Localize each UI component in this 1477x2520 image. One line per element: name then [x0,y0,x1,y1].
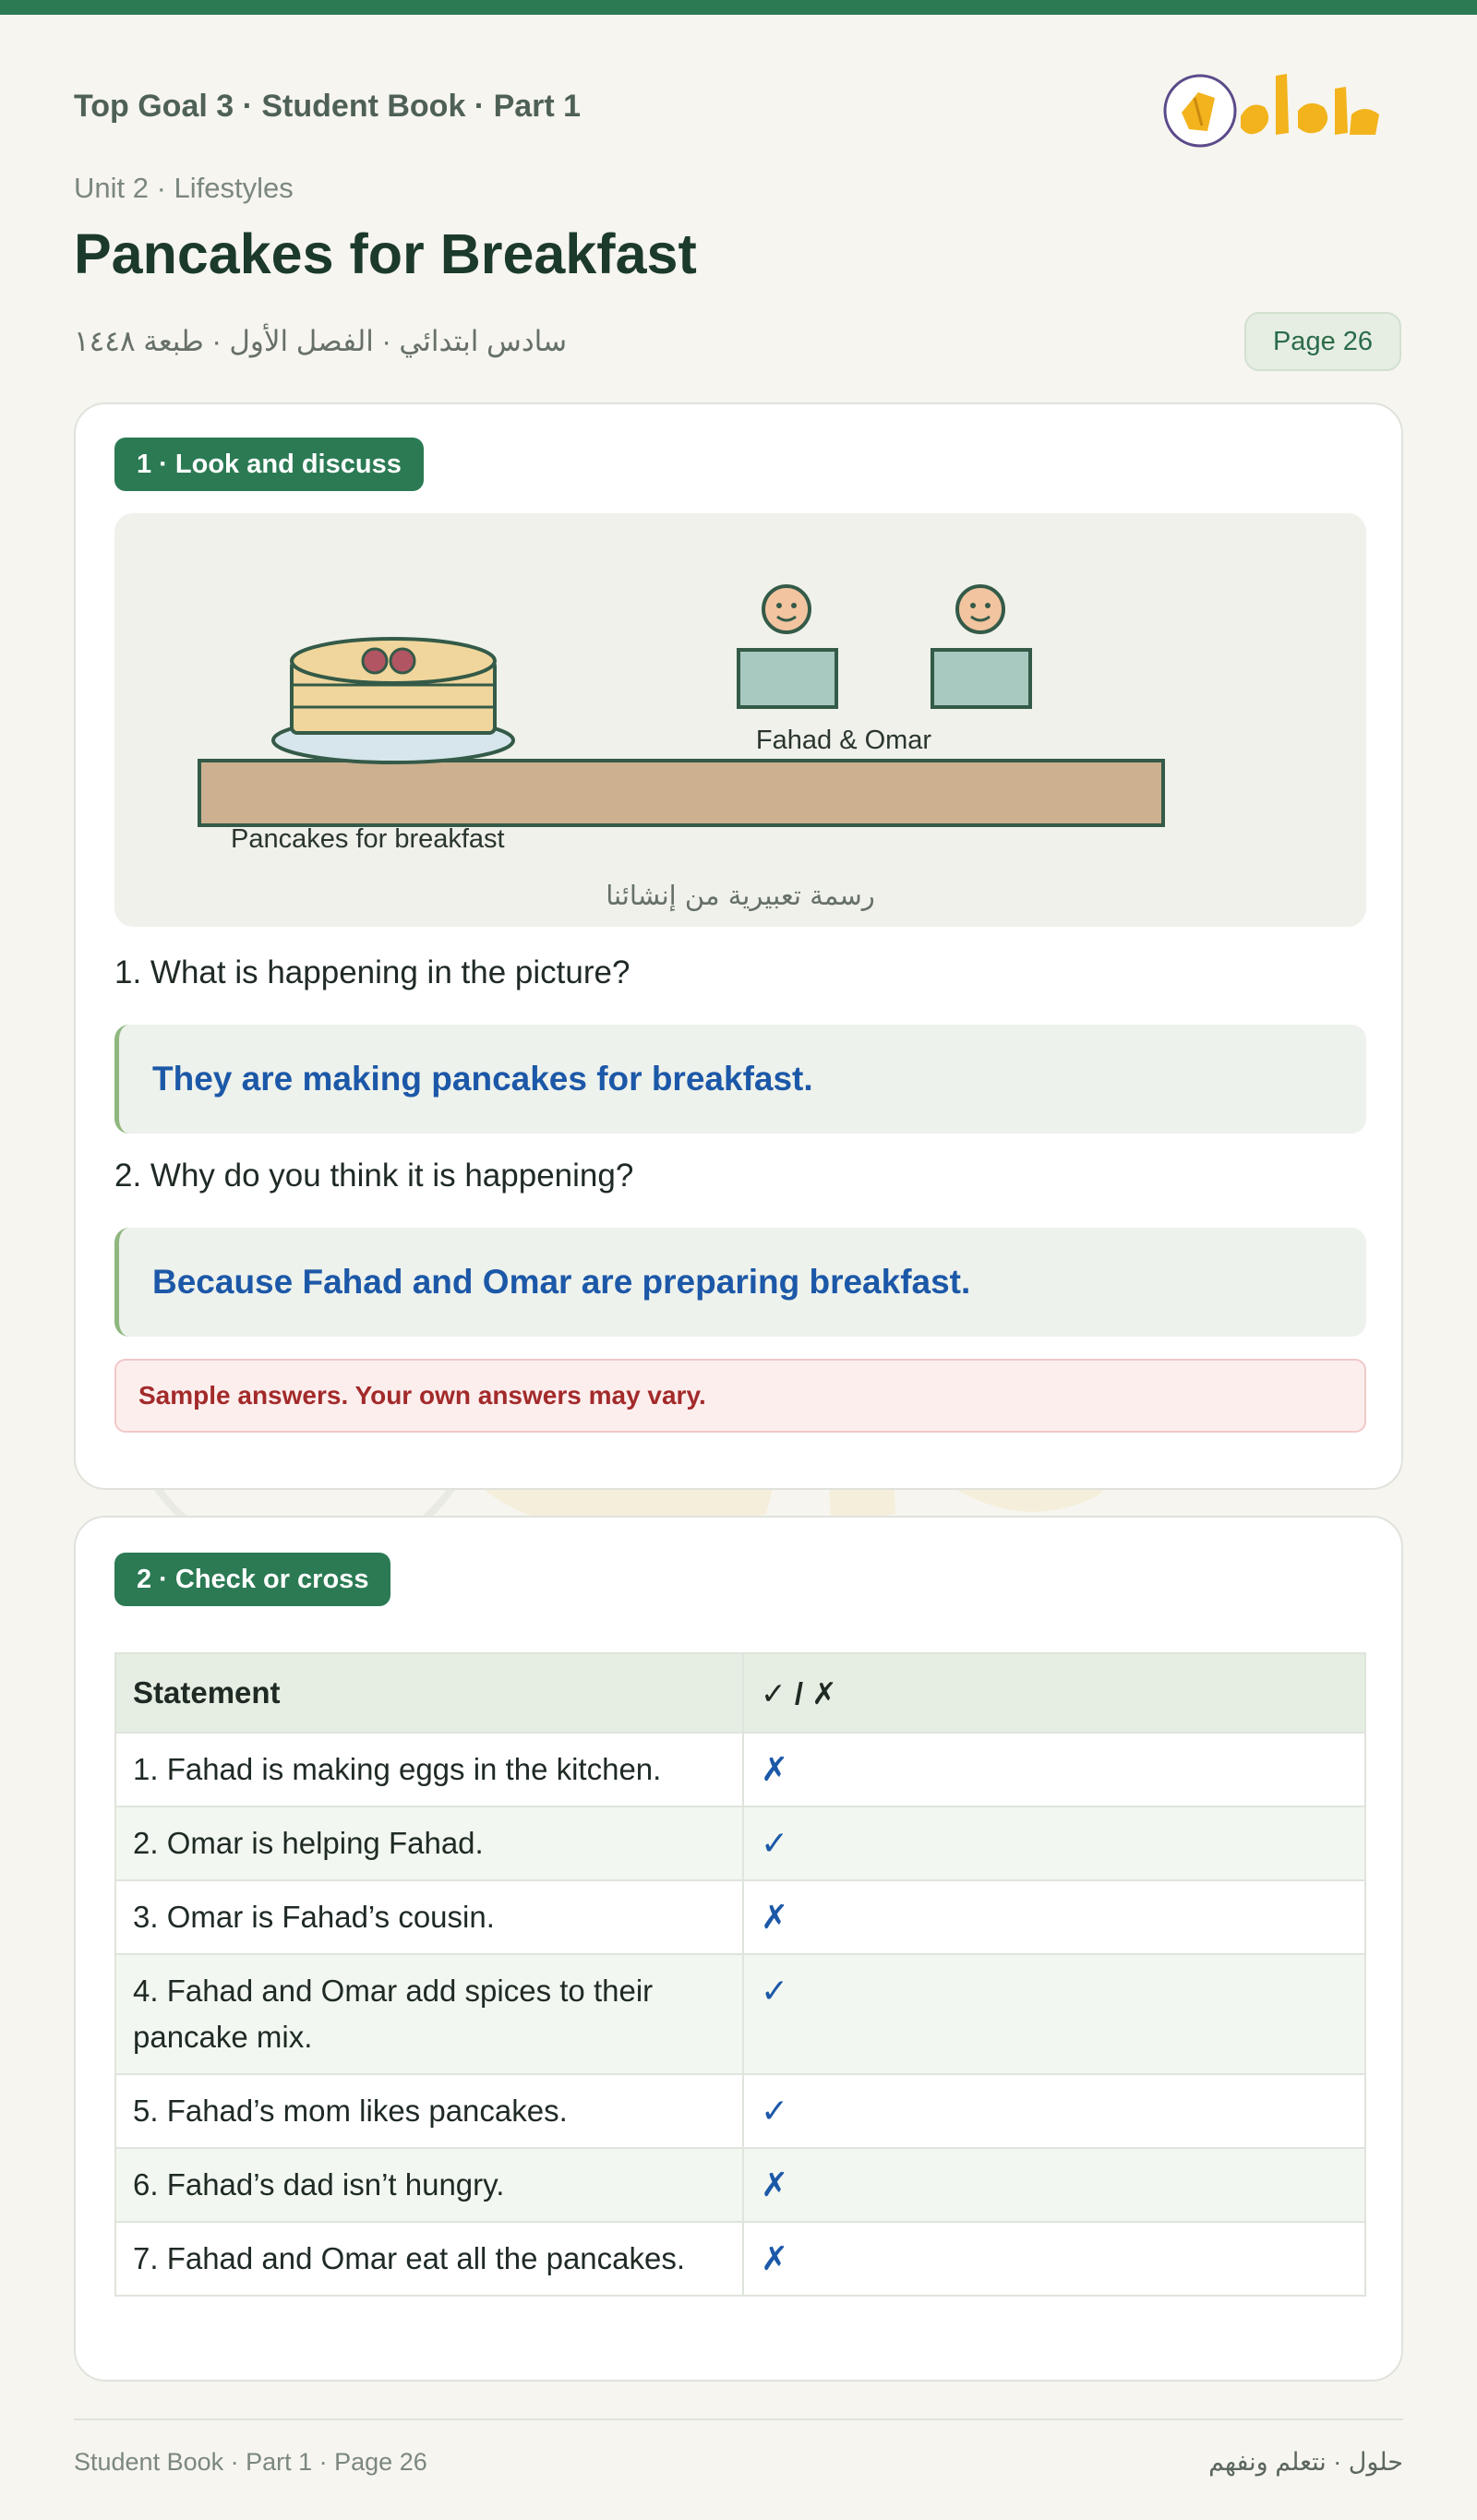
answer-1: They are making pancakes for breakfast. [114,1025,1366,1134]
section-heading: 1 · Look and discuss [114,438,424,491]
cross-mark: ✗ [743,2148,1365,2222]
book-title: Top Goal 3 · Student Book · Part 1 [74,89,582,124]
check-mark: ✓ [743,1806,1365,1880]
check-or-cross-card [74,1516,1403,2382]
table-header-row [115,1653,1365,1733]
person-omar-body [932,650,1030,707]
column-header-mark: ✓ / ✗ [743,1653,1365,1733]
table-shape [199,761,1163,825]
table-row [115,1954,1365,2074]
table-row [115,2074,1365,2148]
statement-cell: 7. Fahad and Omar eat all the pancakes. [115,2222,743,2296]
page-title: Pancakes for Breakfast [74,222,697,285]
cross-mark: ✗ [743,1880,1365,1954]
table-row [115,2222,1365,2296]
illustration [114,513,1366,927]
table-row [115,2148,1365,2222]
footer-page-info: Student Book · Part 1 · Page 26 [74,2448,427,2476]
pancake-label: Pancakes for breakfast [231,824,505,854]
statement-cell: 2. Omar is helping Fahad. [115,1806,743,1880]
person-omar-head [957,586,1003,632]
person-fahad-head [763,586,810,632]
berry-icon [390,649,414,673]
table-row [115,1880,1365,1954]
page-badge: Page 26 [1244,312,1401,371]
people-label: Fahad & Omar [755,726,932,755]
check-mark: ✓ [743,2074,1365,2148]
footer-divider [74,2418,1403,2420]
check-mark: ✓ [743,1954,1365,2074]
statement-cell: 1. Fahad is making eggs in the kitchen. [115,1733,743,1806]
unit-label: Unit 2 · Lifestyles [74,172,294,204]
statement-cell: 6. Fahad’s dad isn’t hungry. [115,2148,743,2222]
person-fahad-body [738,650,836,707]
answer-2: Because Fahad and Omar are preparing breakfast. [114,1228,1366,1337]
illustration-caption: رسمة تعبيرية من إنشائنا [606,880,875,911]
statement-cell: 5. Fahad’s mom likes pancakes. [115,2074,743,2148]
table-row [115,1733,1365,1806]
check-cross-table [114,1652,1366,2297]
column-header-statement: Statement [115,1653,743,1733]
look-and-discuss-card [74,402,1403,1490]
footer-brand: حلول · نتعلم ونفهم [1208,2448,1403,2476]
brand-logo [1161,61,1392,153]
table-row [115,1806,1365,1880]
question-2: 2. Why do you think it is happening? [114,1158,634,1194]
section-heading: 2 · Check or cross [114,1553,390,1606]
question-1: 1. What is happening in the picture? [114,954,630,990]
grade-subtitle: سادس ابتدائي · الفصل الأول · طبعة ١٤٤٨ [74,325,568,357]
sample-answers-note: Sample answers. Your own answers may vary. [114,1359,1366,1433]
top-accent-bar [0,0,1477,15]
statement-cell: 3. Omar is Fahad’s cousin. [115,1880,743,1954]
statement-cell: 4. Fahad and Omar add spices to their pancake mix. [115,1954,743,2074]
cross-mark: ✗ [743,1733,1365,1806]
cross-mark: ✗ [743,2222,1365,2296]
berry-icon [363,649,387,673]
